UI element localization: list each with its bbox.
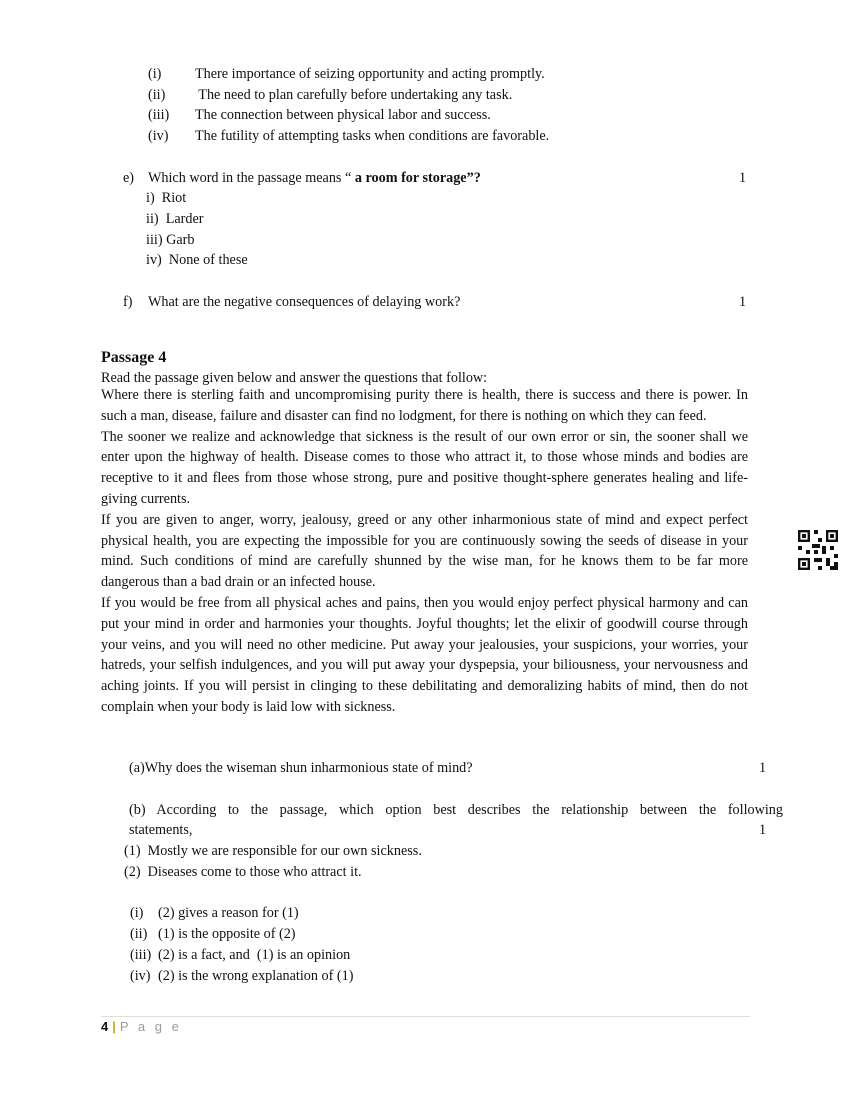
- passage-paragraph: The sooner we realize and acknowledge that sickness is the result of our own error or sin, the sooner shall we enter upon the highway of health. Disease comes to those who attract it, to those whose minds and bodies are receptive to it and flees from those whose strong, pure and positive thought-sphere generates healing and life-giving currents.: [101, 428, 748, 507]
- passage-instruction: Read the passage given below and answer the questions that follow:: [101, 370, 488, 386]
- question-text: (b) According to the passage, which option best describes the relationship between the following: [129, 802, 783, 818]
- option-text: (2) gives a reason for (1): [158, 905, 299, 921]
- marks: 1: [739, 294, 747, 310]
- question-label: e): [123, 170, 135, 186]
- option-number: (iv): [130, 968, 151, 984]
- option-number: (iv): [148, 128, 169, 144]
- answer-option: i) Riot: [146, 190, 187, 206]
- question-text: What are the negative consequences of delaying work?: [148, 294, 461, 310]
- option-text: (2) is a fact, and (1) is an opinion: [158, 947, 351, 963]
- option-number: (ii): [148, 87, 166, 103]
- marks: 1: [759, 760, 767, 776]
- option-text: There importance of seizing opportunity and acting promptly.: [195, 66, 545, 82]
- page-number: 4: [101, 1019, 109, 1034]
- passage-paragraph: If you are given to anger, worry, jealousy, greed or any other inharmonious state of mind and expect perfect physical health, you are expecting the impossible for you are continuously sowing the seeds of disease in your mind. Such conditions of mind are carefully shunned by the wise man, for he knows them to be far more dangerous than a bad drain or an infected house.: [101, 511, 748, 591]
- option-number: (iii): [148, 107, 170, 123]
- question-text: Which word in the passage means “ a room for storage”?: [148, 170, 481, 186]
- passage-title: Passage 4: [101, 349, 167, 366]
- qr-code-icon: [798, 530, 838, 570]
- page-label: P a g e: [119, 1019, 182, 1034]
- answer-option: iv) None of these: [146, 252, 248, 268]
- question-label: f): [123, 294, 133, 310]
- marks: 1: [759, 822, 767, 838]
- footer-divider: [101, 1016, 750, 1017]
- passage-paragraph: If you would be free from all physical aches and pains, then you would enjoy perfect physical harmony and can put your mind in order and harmonies your thoughts. Joyful thoughts; let the elixir of goodwill course through your veins, and you will need no other medicine. Put away your jealousies, your suspicions, your worries, your hatreds, your selfish indulgences, and you will put away your dyspepsia, your biliousness, your nervousness and aching joints. If you will persist in clinging to these debilitating and demoralizing habits of mind, then do not complain when your body is laid low with sickness.: [101, 594, 748, 715]
- option-text: (1) is the opposite of (2): [158, 926, 296, 942]
- option-number: (i): [130, 905, 144, 921]
- page-footer: [101, 1019, 182, 1034]
- marks: 1: [739, 170, 747, 186]
- option-text: The futility of attempting tasks when conditions are favorable.: [195, 128, 550, 144]
- option-number: (i): [148, 66, 162, 82]
- option-text: (2) is the wrong explanation of (1): [158, 968, 354, 984]
- passage-paragraph: Where there is sterling faith and uncompromising purity there is health, there is success and there is power. In such a man, disease, failure and disaster can find no lodgment, for there is nothing on which they can feed.: [101, 387, 748, 424]
- option-text: The need to plan carefully before undertaking any task.: [195, 87, 513, 103]
- footer-separator: |: [112, 1019, 116, 1034]
- option-number: (ii): [130, 926, 148, 942]
- question-text: (a)Why does the wiseman shun inharmonious state of mind?: [129, 760, 473, 776]
- answer-option: iii) Garb: [146, 232, 195, 248]
- option-text: The connection between physical labor and success.: [195, 107, 491, 123]
- statement: (2) Diseases come to those who attract it.: [124, 864, 362, 880]
- answer-option: ii) Larder: [146, 211, 204, 227]
- option-number: (iii): [130, 947, 152, 963]
- statement: (1) Mostly we are responsible for our own sickness.: [124, 843, 422, 859]
- question-text: statements,: [129, 822, 193, 838]
- passage-body: [101, 385, 748, 718]
